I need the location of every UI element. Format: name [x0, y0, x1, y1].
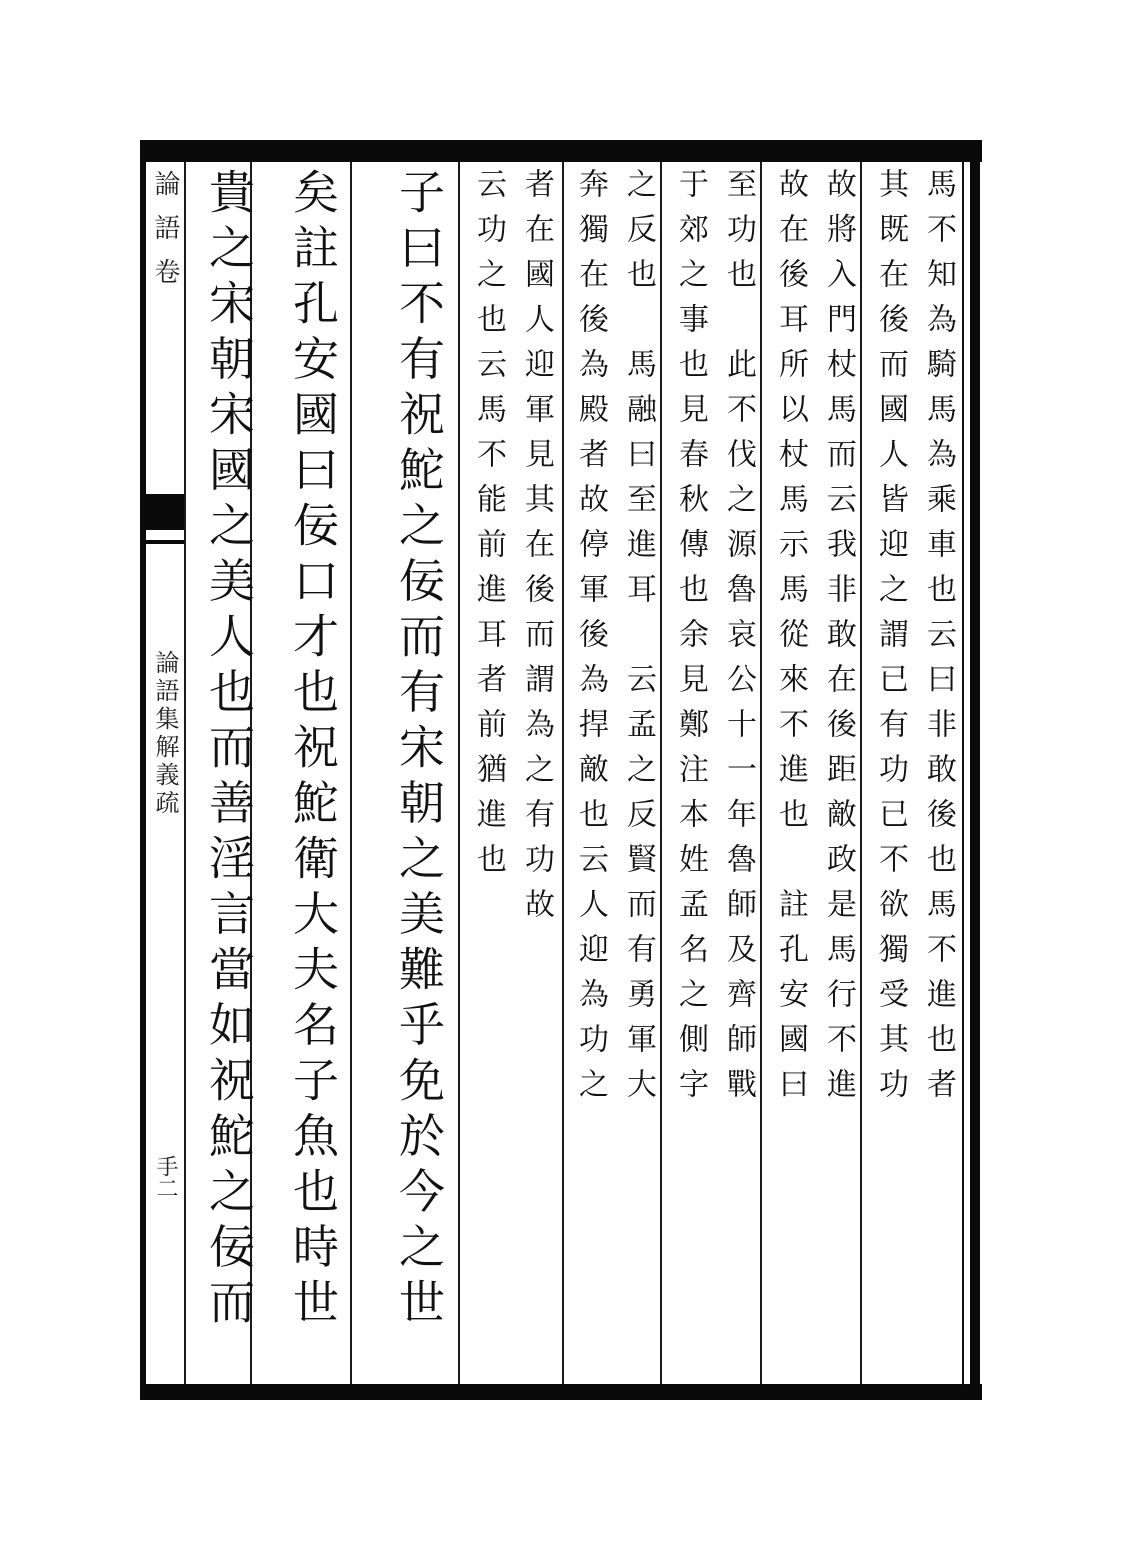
column-rule — [860, 162, 862, 1384]
column-rule — [458, 162, 460, 1384]
text-column: 其既在後而國人皆迎之謂已有功已不欲獨受其功 — [873, 168, 908, 1113]
gutter-folio-number: 手二 — [153, 1155, 178, 1199]
text-column: 奔獨在後為殿者故停軍後為捍敵也云人迎為功之 — [573, 168, 608, 1113]
text-column: 故將入門杖馬而云我非敢在後距敵政是馬行不進 — [821, 168, 856, 1113]
text-column: 云功之也云馬不能前進耳者前猶進也 — [471, 168, 506, 888]
main-text-column: 矣註孔安國曰佞口才也祝鮀衛大夫名子魚也時世 — [286, 168, 340, 1334]
gutter-volume-label: 論語卷 — [150, 170, 180, 302]
gutter-book-title: 論語集解義疏 — [151, 650, 179, 818]
main-text-column: 子曰不有祝鮀之佞而有宋朝之美難乎免於今之世 — [392, 168, 446, 1334]
text-column: 之反也 馬融曰至進耳 云孟之反賢而有勇軍大 — [621, 168, 656, 1113]
text-column: 者在國人迎軍見其在後而謂為之有功故 — [519, 168, 554, 933]
column-rule — [760, 162, 762, 1384]
text-column: 于郊之事也見春秋傳也余見鄭注本姓孟名之側字 — [673, 168, 708, 1113]
main-text-column: 貴之宋朝宋國之美人也而善淫言當如祝鮀之佞而 — [202, 168, 256, 1334]
column-rule — [350, 162, 352, 1384]
text-column: 故在後耳所以杖馬示馬從來不進也 註孔安國曰 — [773, 168, 808, 1113]
frame-inner-right-line — [962, 160, 964, 1386]
text-column: 至功也 此不伐之源魯哀公十一年魯師及齊師戰 — [721, 168, 756, 1113]
frame-top-border — [140, 140, 982, 162]
text-column: 馬不知為騎馬為乘車也云曰非敢後也馬不進也者 — [921, 168, 956, 1113]
column-rule — [660, 162, 662, 1384]
frame-right-border — [970, 140, 980, 1400]
frame-bottom-border — [140, 1384, 982, 1400]
